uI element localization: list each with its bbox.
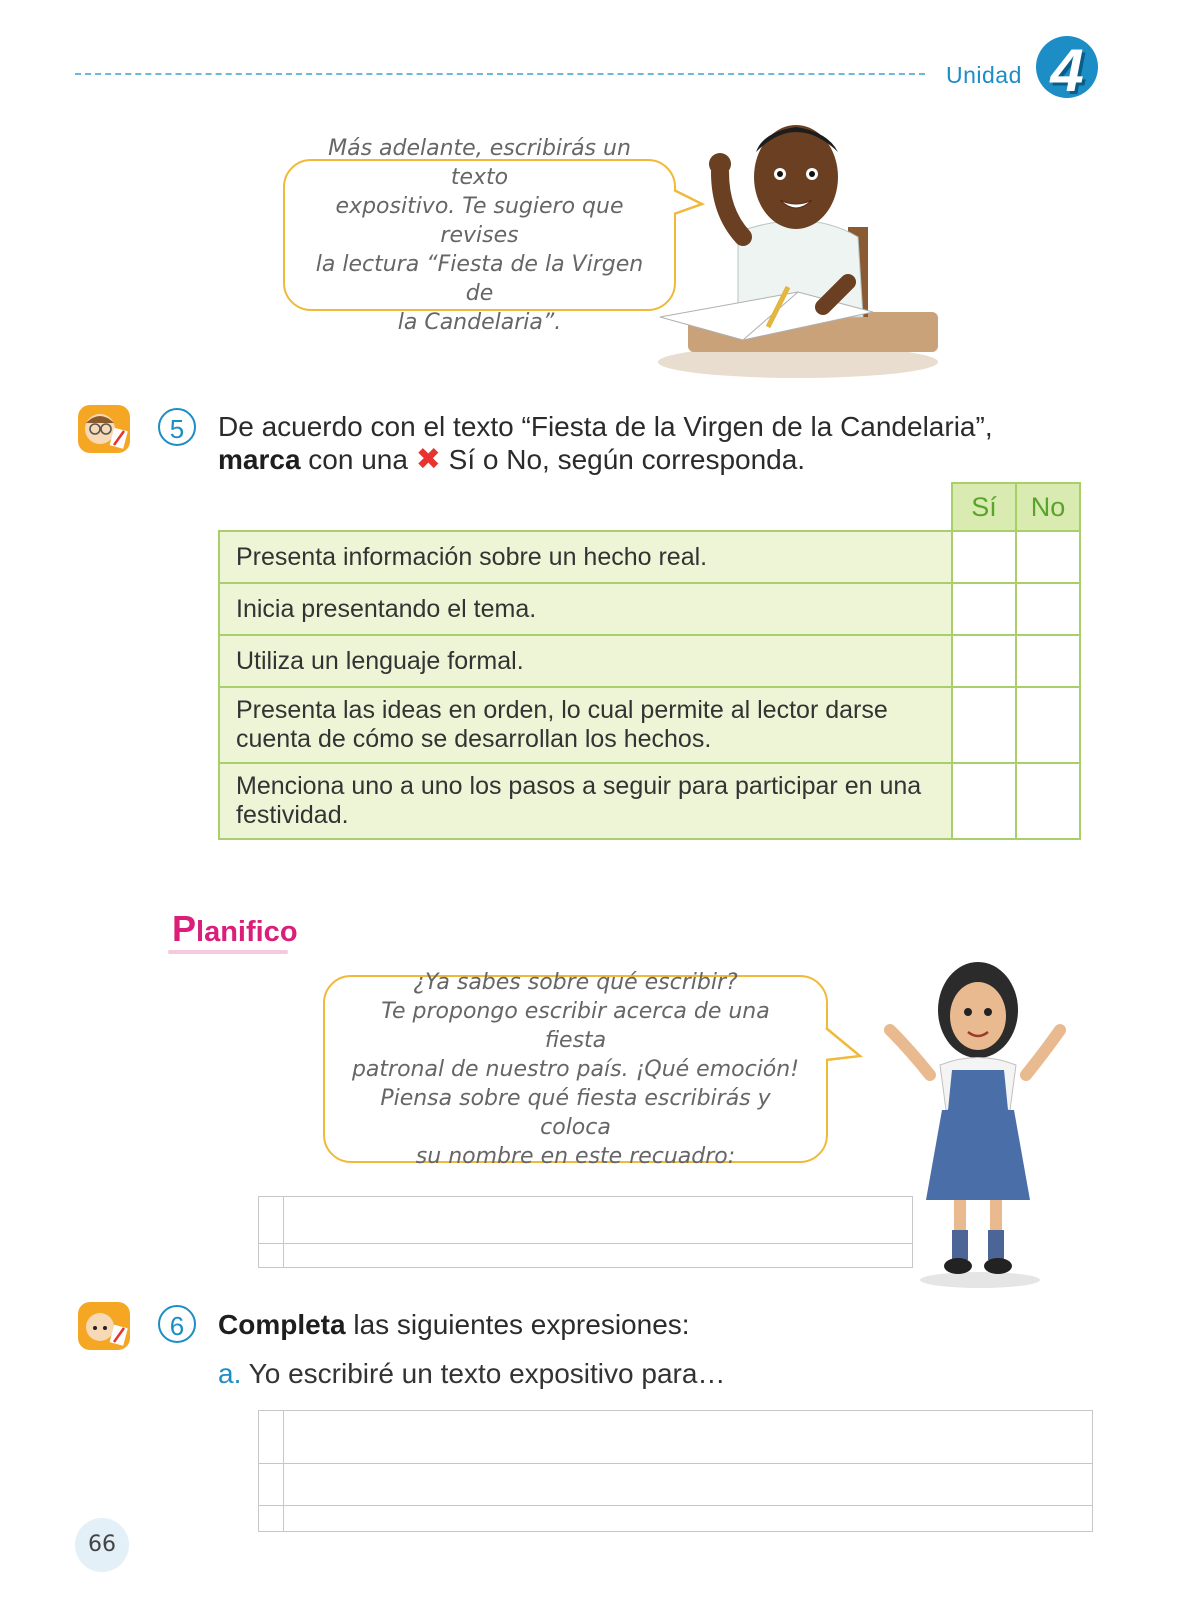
answer-rule-line (259, 1243, 912, 1244)
student-glasses-icon (78, 405, 130, 453)
boy-reading-illustration (648, 112, 948, 382)
purpose-answer-box[interactable] (258, 1410, 1093, 1532)
question-5-number: 5 (158, 408, 196, 446)
speech-bubble-boy (283, 135, 676, 335)
answer-margin-line (283, 1197, 284, 1267)
question-5-text (218, 410, 1138, 476)
answer-si-cell[interactable] (952, 763, 1016, 839)
column-header-si: Sí (952, 483, 1016, 531)
table-header-empty (219, 483, 952, 531)
table-row (219, 763, 1080, 839)
student-girl-icon (78, 1302, 130, 1350)
bubble-line: expositivo. Te sugiero que revises (335, 193, 624, 248)
table-header-row (219, 483, 1080, 531)
subitem-label: a. (218, 1358, 242, 1389)
bubble-line: la Candelaria”. (397, 309, 562, 335)
answer-rule-line (259, 1505, 1092, 1506)
bubble-line: Te propongo escribir acerca de una fiesta (381, 998, 770, 1053)
section-title-underline (168, 950, 288, 954)
table-row (219, 687, 1080, 763)
question-5-line1: De acuerdo con el texto “Fiesta de la Virgen de la Candelaria”, (218, 411, 993, 442)
bubble-line: su nombre en este recuadro: (415, 1143, 736, 1169)
bubble-tail (824, 1024, 864, 1064)
true-false-table (218, 482, 1081, 840)
bubble-line: patronal de nuestro país. ¡Qué emoción! (351, 1056, 800, 1082)
instruction-text: las siguientes expresiones: (345, 1309, 690, 1340)
question-6-number: 6 (158, 1305, 196, 1343)
column-header-no: No (1016, 483, 1080, 531)
instruction-text: Sí o No, según corresponda. (440, 444, 806, 475)
bubble-line: ¿Ya sabes sobre qué escribir? (413, 969, 738, 995)
speech-bubble-girl (323, 969, 828, 1169)
title-rest: lanifico (196, 916, 298, 948)
bubble-line: Más adelante, escribirás un texto (328, 135, 631, 190)
answer-si-cell[interactable] (952, 583, 1016, 635)
statement-cell: Presenta las ideas en orden, lo cual permite al lector darse cuenta de cómo se desarrollan los hechos. (219, 687, 952, 763)
question-6a (218, 1358, 725, 1390)
statement-cell: Inicia presentando el tema. (219, 583, 952, 635)
instruction-text: con una (300, 444, 416, 475)
table-row (219, 531, 1080, 583)
title-initial: P (172, 908, 197, 949)
instruction-verb: Completa (218, 1309, 346, 1340)
unit-label: Unidad (946, 62, 1022, 88)
instruction-verb: marca (218, 444, 301, 475)
page-number: 66 (75, 1518, 129, 1572)
answer-no-cell[interactable] (1016, 687, 1080, 763)
table-row (219, 583, 1080, 635)
answer-no-cell[interactable] (1016, 531, 1080, 583)
statement-cell: Presenta información sobre un hecho real. (219, 531, 952, 583)
header-dashed-line (75, 73, 925, 75)
section-title-planifico (172, 908, 298, 950)
question-6-text (218, 1308, 690, 1341)
fiesta-name-answer-box[interactable] (258, 1196, 913, 1268)
bubble-line: la lectura “Fiesta de la Virgen de (315, 251, 644, 306)
answer-no-cell[interactable] (1016, 763, 1080, 839)
answer-rule-line (259, 1463, 1092, 1464)
answer-si-cell[interactable] (952, 687, 1016, 763)
answer-si-cell[interactable] (952, 531, 1016, 583)
answer-margin-line (283, 1411, 284, 1531)
x-mark-icon: ✖ (415, 443, 441, 476)
unit-number-badge: 4 (1036, 36, 1098, 98)
subitem-text: Yo escribiré un texto expositivo para… (248, 1358, 726, 1389)
table-row (219, 635, 1080, 687)
question-5-line2 (218, 443, 1138, 476)
answer-no-cell[interactable] (1016, 583, 1080, 635)
statement-cell: Utiliza un lenguaje formal. (219, 635, 952, 687)
statement-cell: Menciona uno a uno los pasos a seguir para participar en una festividad. (219, 763, 952, 839)
answer-si-cell[interactable] (952, 635, 1016, 687)
bubble-line: Piensa sobre qué fiesta escribirás y coloca (380, 1085, 771, 1140)
answer-no-cell[interactable] (1016, 635, 1080, 687)
